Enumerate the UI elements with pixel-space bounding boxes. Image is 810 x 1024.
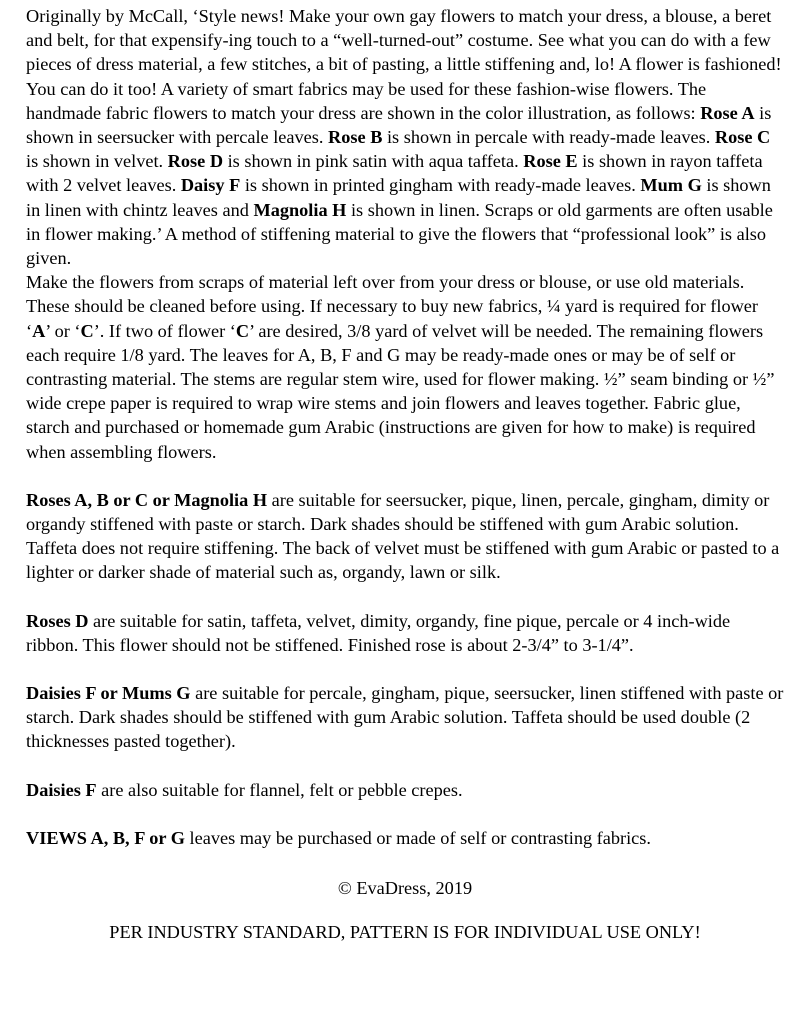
intro-text: is shown in seersucker with percale leaves. [26, 102, 772, 148]
roses-d-paragraph [26, 609, 784, 657]
intro-text: is shown in linen with chintz leaves and [26, 175, 771, 220]
roses-d-heading: Roses D [26, 610, 89, 631]
rose-b-label: Rose B [328, 127, 383, 148]
intro-text: is shown in velvet. [26, 151, 168, 172]
rose-a-label: Rose A [700, 102, 755, 123]
intro-text: is shown in rayon taffeta with 2 velvet leaves. [26, 151, 763, 196]
intro-text: is shown in linen. Scraps or old garments are often usable in flower making.’ A method of stiffening material to give the flowers that “professional look” is also given. [26, 199, 773, 269]
roses-abc-text: are suitable for seersucker, pique, linen, percale, gingham, dimity or organdy stiffened with paste or starch. Dark shades should be stiffened with gum Arabic solution. Taffeta does not require stiffening. The back of velvet must be stiffened with gum Arabic or pasted to a lighter or darker shade of material such as, organdy, lawn or silk. [26, 489, 780, 583]
daisies-mums-text: are suitable for percale, gingham, pique, seersucker, linen stiffened with paste or starch. Dark shades should be stiffened with gum Arabic solution. Taffeta should be used double (2 thicknesses pasted together). [26, 683, 784, 752]
materials-text: Make the flowers from scraps of material left over from your dress or blouse, or use old materials. These should be cleaned before using. If necessary to buy new fabrics, ¼ yard is required for flower ‘ [26, 272, 758, 341]
materials-text: ’ are desired, 3/8 yard of velvet will be needed. The remaining flowers each require 1/8 yard. The leaves for A, B, F and G may be ready-made ones or may be of self or contrasting material. The stems are regular stem wire, used for flower making. ½” seam binding or ½” wide crepe paper is required to wrap wire stems and join flowers and leaves together. Fabric glue, starch and purchased or homemade gum Arabic (instructions are given for how to make) is required when assembling flowers. [26, 320, 775, 462]
views-heading: VIEWS A, B, F or G [26, 827, 185, 848]
intro-text: is shown in percale with ready-made leaves. [382, 127, 715, 148]
flower-a-label: A [32, 320, 46, 341]
views-text: leaves may be purchased or made of self or contrasting fabrics. [184, 827, 651, 848]
usage-notice: PER INDUSTRY STANDARD, PATTERN IS FOR INDIVIDUAL USE ONLY! [109, 922, 701, 943]
rose-e-label: Rose E [523, 151, 578, 172]
daisies-f-heading: Daisies F [26, 779, 97, 800]
materials-text: ’ or ‘ [45, 320, 81, 341]
daisies-mums-heading: Daisies F or Mums G [26, 683, 191, 704]
flower-c-label: C [235, 320, 250, 341]
daisies-f-paragraph [26, 778, 784, 802]
materials-paragraph [26, 270, 784, 464]
daisy-f-label: Daisy F [180, 175, 241, 196]
roses-abc-heading: Roses A, B or C or Magnolia H [26, 489, 268, 510]
daisies-mums-paragraph [26, 681, 784, 754]
intro-text: is shown in printed gingham with ready-made leaves. [240, 175, 641, 196]
copyright-line: © EvaDress, 2019 [337, 878, 473, 899]
flower-c-label: C [80, 320, 94, 341]
rose-c-label: Rose C [714, 127, 771, 148]
roses-d-text: are suitable for satin, taffeta, velvet, dimity, organdy, fine pique, percale or 4 inch-wide ribbon. This flower should not be stiffened. Finished rose is about 2-3/4” to 3-1/4”. [26, 610, 731, 655]
intro-text: Originally by McCall, ‘Style news! Make your own gay flowers to match your dress, a blouse, a beret and belt, for that expensify-ing touch to a “well-turned-out” costume. See what you can do with a few pieces of dress material, a few stitches, a bit of pasting, a little stiffening and, lo! A flower is fashioned! You can do it too! A variety of smart fabrics may be used for these fashion-wise flowers. The handmade fabric flowers to match your dress are shown in the color illustration, as follows: [26, 6, 782, 123]
intro-text: is shown in pink satin with aqua taffeta. [223, 151, 524, 172]
views-paragraph [26, 826, 784, 850]
mum-g-label: Mum G [640, 175, 702, 196]
rose-d-label: Rose D [167, 151, 224, 172]
daisies-f-text: are also suitable for flannel, felt or pebble crepes. [96, 779, 463, 800]
materials-text: ’. If two of flower ‘ [93, 320, 236, 341]
magnolia-h-label: Magnolia H [253, 199, 347, 220]
intro-paragraph [26, 4, 784, 270]
roses-abc-paragraph [26, 488, 784, 585]
